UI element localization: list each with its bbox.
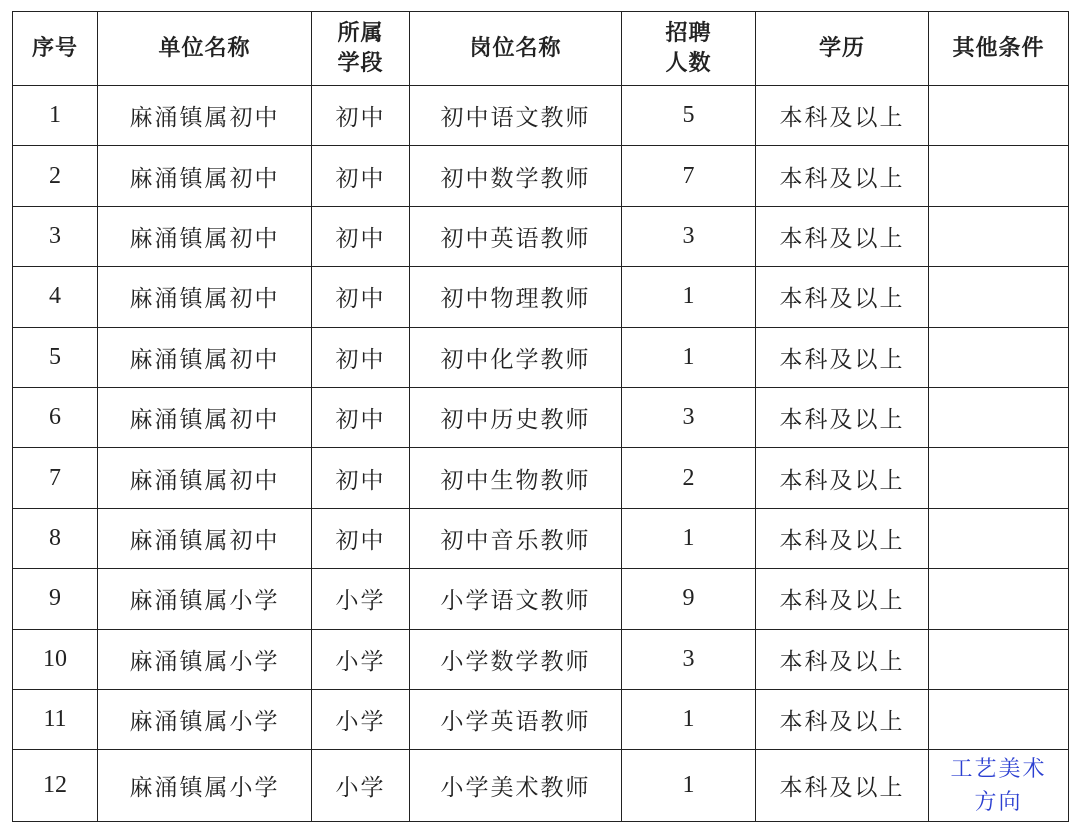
cell-post: 初中历史教师 [410, 387, 622, 447]
cell-unit: 麻涌镇属初中 [98, 387, 312, 447]
cell-stage: 初中 [312, 327, 410, 387]
cell-stage: 小学 [312, 750, 410, 822]
cell-stage: 初中 [312, 206, 410, 266]
cell-seq: 3 [13, 206, 98, 266]
cell-unit: 麻涌镇属初中 [98, 86, 312, 146]
cell-stage: 初中 [312, 448, 410, 508]
cell-post: 初中物理教师 [410, 267, 622, 327]
cell-unit: 麻涌镇属小学 [98, 629, 312, 689]
table-row [13, 267, 1069, 327]
cell-unit: 麻涌镇属小学 [98, 750, 312, 822]
recruitment-table-wrap [12, 11, 1069, 822]
header-row [13, 12, 1069, 86]
cell-other [929, 508, 1069, 568]
cell-other [929, 629, 1069, 689]
cell-other [929, 569, 1069, 629]
cell-count: 1 [622, 750, 756, 822]
cell-count: 3 [622, 387, 756, 447]
cell-other [929, 689, 1069, 749]
cell-count: 1 [622, 267, 756, 327]
table-body [13, 86, 1069, 822]
cell-post: 初中语文教师 [410, 86, 622, 146]
recruitment-table [12, 11, 1069, 822]
cell-stage: 初中 [312, 387, 410, 447]
cell-unit: 麻涌镇属初中 [98, 267, 312, 327]
cell-edu: 本科及以上 [756, 689, 929, 749]
header-unit: 单位名称 [98, 12, 312, 86]
table-row [13, 629, 1069, 689]
cell-edu: 本科及以上 [756, 508, 929, 568]
table-row [13, 387, 1069, 447]
cell-count: 5 [622, 86, 756, 146]
cell-seq: 1 [13, 86, 98, 146]
cell-post: 初中音乐教师 [410, 508, 622, 568]
cell-count: 3 [622, 206, 756, 266]
cell-count: 3 [622, 629, 756, 689]
cell-edu: 本科及以上 [756, 750, 929, 822]
cell-seq: 12 [13, 750, 98, 822]
cell-other [929, 206, 1069, 266]
cell-post: 小学语文教师 [410, 569, 622, 629]
table-row [13, 146, 1069, 206]
cell-other [929, 387, 1069, 447]
header-stage-line1: 所属 [337, 20, 384, 46]
cell-count: 7 [622, 146, 756, 206]
cell-edu: 本科及以上 [756, 569, 929, 629]
cell-seq: 7 [13, 448, 98, 508]
header-post: 岗位名称 [410, 12, 622, 86]
cell-edu: 本科及以上 [756, 206, 929, 266]
cell-unit: 麻涌镇属初中 [98, 146, 312, 206]
cell-unit: 麻涌镇属初中 [98, 508, 312, 568]
cell-other [929, 448, 1069, 508]
cell-edu: 本科及以上 [756, 146, 929, 206]
cell-other [929, 146, 1069, 206]
cell-post: 初中英语教师 [410, 206, 622, 266]
table-row [13, 206, 1069, 266]
header-seq: 序号 [13, 12, 98, 86]
cell-count: 2 [622, 448, 756, 508]
table-row [13, 448, 1069, 508]
header-stage-line2: 学段 [337, 50, 384, 76]
header-edu: 学历 [756, 12, 929, 86]
cell-edu: 本科及以上 [756, 86, 929, 146]
cell-stage: 初中 [312, 86, 410, 146]
header-stage [312, 12, 410, 86]
cell-unit: 麻涌镇属初中 [98, 206, 312, 266]
cell-seq: 4 [13, 267, 98, 327]
table-row [13, 689, 1069, 749]
cell-unit: 麻涌镇属小学 [98, 569, 312, 629]
header-count [622, 12, 756, 86]
cell-count: 1 [622, 689, 756, 749]
cell-count: 9 [622, 569, 756, 629]
header-count-line1: 招聘 [665, 20, 712, 46]
cell-edu: 本科及以上 [756, 629, 929, 689]
cell-other [929, 86, 1069, 146]
cell-other [929, 267, 1069, 327]
cell-seq: 11 [13, 689, 98, 749]
cell-seq: 8 [13, 508, 98, 568]
cell-stage: 初中 [312, 146, 410, 206]
cell-seq: 10 [13, 629, 98, 689]
cell-unit: 麻涌镇属初中 [98, 327, 312, 387]
table-header [13, 12, 1069, 86]
cell-post: 初中化学教师 [410, 327, 622, 387]
cell-other [929, 327, 1069, 387]
table-row [13, 86, 1069, 146]
cell-other [929, 750, 1069, 822]
cell-stage: 初中 [312, 508, 410, 568]
cell-stage: 初中 [312, 267, 410, 327]
cell-seq: 9 [13, 569, 98, 629]
table-row [13, 750, 1069, 822]
header-count-line2: 人数 [665, 50, 712, 76]
cell-post: 初中生物教师 [410, 448, 622, 508]
cell-post: 小学美术教师 [410, 750, 622, 822]
cell-other-line2: 方向 [974, 789, 1023, 815]
cell-edu: 本科及以上 [756, 327, 929, 387]
cell-post: 小学英语教师 [410, 689, 622, 749]
table-row [13, 569, 1069, 629]
table-row [13, 508, 1069, 568]
cell-seq: 6 [13, 387, 98, 447]
cell-post: 初中数学教师 [410, 146, 622, 206]
cell-edu: 本科及以上 [756, 267, 929, 327]
cell-stage: 小学 [312, 569, 410, 629]
cell-edu: 本科及以上 [756, 387, 929, 447]
cell-seq: 2 [13, 146, 98, 206]
cell-seq: 5 [13, 327, 98, 387]
table-row [13, 327, 1069, 387]
cell-stage: 小学 [312, 629, 410, 689]
cell-post: 小学数学教师 [410, 629, 622, 689]
cell-other-line1: 工艺美术 [950, 756, 1047, 782]
header-other: 其他条件 [929, 12, 1069, 86]
cell-count: 1 [622, 327, 756, 387]
cell-unit: 麻涌镇属初中 [98, 448, 312, 508]
cell-stage: 小学 [312, 689, 410, 749]
cell-unit: 麻涌镇属小学 [98, 689, 312, 749]
cell-edu: 本科及以上 [756, 448, 929, 508]
cell-count: 1 [622, 508, 756, 568]
